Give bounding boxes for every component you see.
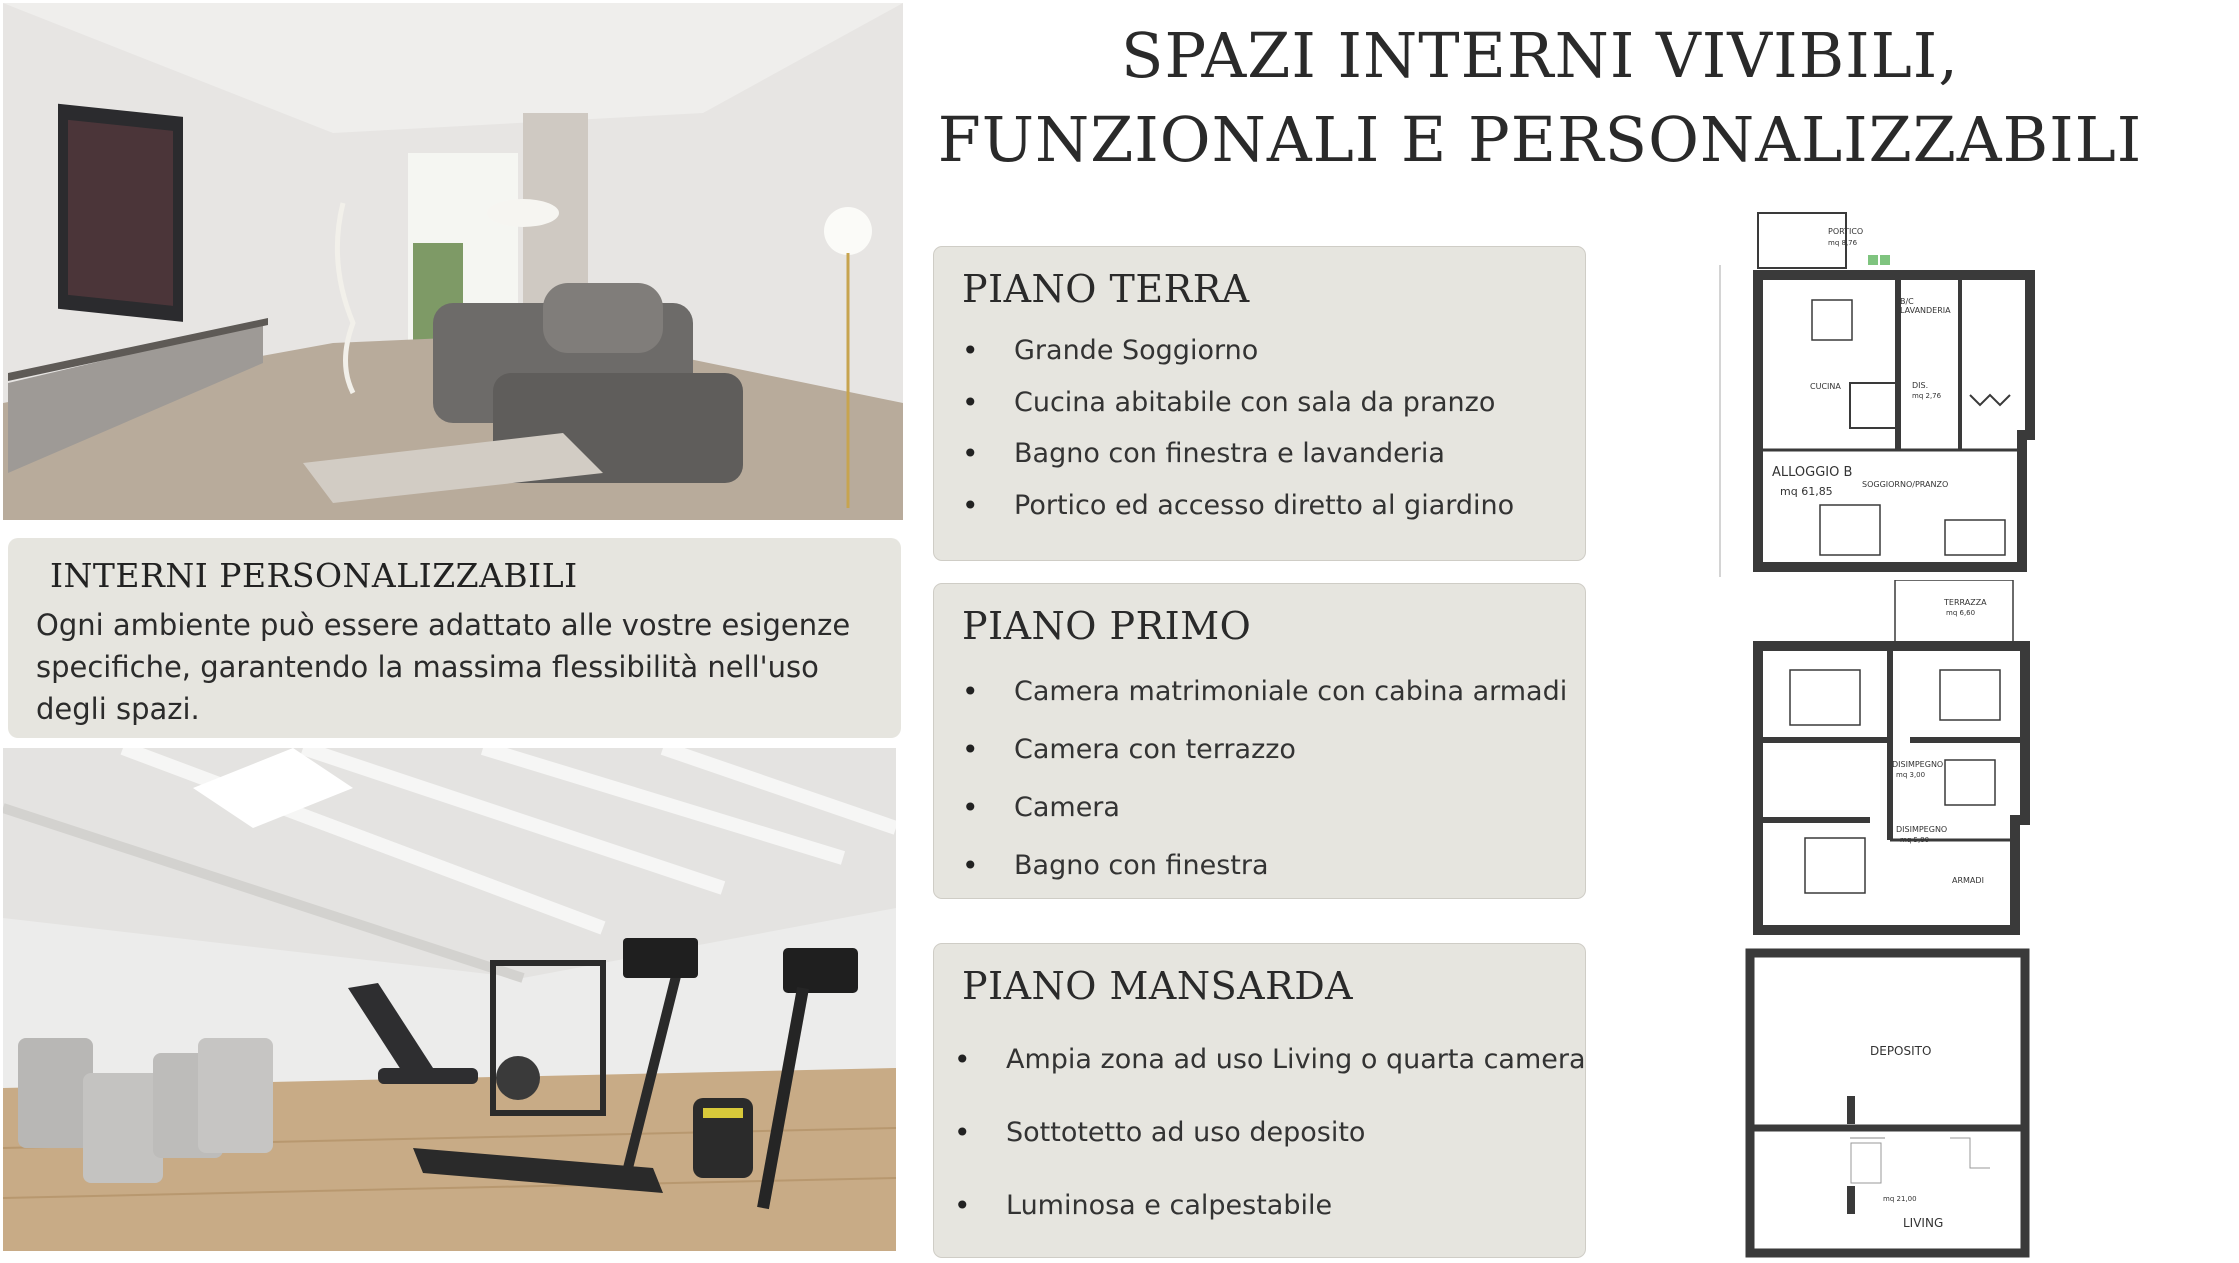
attic-gym-photo [3, 748, 896, 1251]
list-item: • Ampia zona ad uso Living o quarta camera [934, 1044, 1585, 1117]
plan-label-alloggio: ALLOGGIO B [1772, 465, 1853, 480]
headline-line-2: FUNZIONALI E PERSONALIZZABILI [937, 103, 2143, 176]
feature-list-terra [934, 335, 1585, 541]
plan-label-dis: DIS. [1912, 381, 1929, 390]
list-item: • Camera [934, 792, 1585, 850]
living-room-photo [3, 3, 903, 520]
plan-label-cucina: CUCINA [1810, 382, 1841, 391]
plan-label-portico: PORTICO [1828, 227, 1864, 236]
plan-label-disimpegno-2: DISIMPEGNO [1896, 825, 1948, 834]
feature-list-primo [934, 676, 1585, 908]
info-text: Ogni ambiente può essere adattato alle vostre esigenze specifiche, garantendo la massima flessibilità nell'uso degli spazi. [36, 608, 851, 726]
plan-label-dis-area: mq 2,76 [1912, 392, 1942, 400]
plan-label-terrazza: TERRAZZA [1944, 598, 1987, 607]
list-item: • Bagno con finestra [934, 850, 1585, 908]
plan-label-deposito: DEPOSITO [1870, 1044, 1932, 1058]
floor-plan-mansarda [1745, 948, 2030, 1260]
plan-label-disimpegno-2-area: mq 5,80 [1900, 836, 1930, 844]
page-headline [930, 14, 2150, 182]
info-title: INTERNI PERSONALIZZABILI [50, 556, 578, 595]
floor-card-terra [933, 246, 1586, 561]
floor-card-mansarda [933, 943, 1586, 1258]
list-item: • Grande Soggiorno [934, 335, 1585, 387]
floor-title-terra: PIANO TERRA [962, 267, 1250, 311]
floor-title-mansarda: PIANO MANSARDA [962, 964, 1354, 1008]
plan-label-alloggio-area: mq 61,85 [1780, 485, 1833, 498]
floor-card-primo [933, 583, 1586, 899]
list-item: • Cucina abitabile con sala da pranzo [934, 387, 1585, 439]
feature-list-mansarda [934, 1044, 1585, 1263]
plan-label-bagno: B/C LAVANDERIA [1900, 297, 1951, 315]
plan-label-disimpegno: DISIMPEGNO [1892, 760, 1944, 769]
floor-title-primo: PIANO PRIMO [962, 604, 1252, 648]
plan-label-armadi: ARMADI [1952, 876, 1984, 885]
list-item: • Camera con terrazzo [934, 734, 1585, 792]
list-item: • Camera matrimoniale con cabina armadi [934, 676, 1585, 734]
floor-plan-primo [1720, 580, 2050, 940]
floor-plan-terra [1700, 205, 2060, 580]
plan-label-portico-area: mq 8,76 [1828, 239, 1858, 247]
list-item: • Luminosa e calpestabile [934, 1190, 1585, 1263]
plan-label-soggiorno: SOGGIORNO/PRANZO [1862, 480, 1949, 489]
list-item: • Bagno con finestra e lavanderia [934, 438, 1585, 490]
list-item: • Sottotetto ad uso deposito [934, 1117, 1585, 1190]
plan-label-disimpegno-area: mq 3,00 [1896, 771, 1926, 779]
plan-label-living: LIVING [1903, 1216, 1944, 1230]
info-panel [8, 538, 901, 738]
plan-label-living-area: mq 21,00 [1883, 1195, 1917, 1203]
list-item: • Portico ed accesso diretto al giardino [934, 490, 1585, 542]
plan-label-terrazza-area: mq 6,60 [1946, 609, 1976, 617]
headline-line-1: SPAZI INTERNI VIVIBILI, [1121, 19, 1959, 92]
